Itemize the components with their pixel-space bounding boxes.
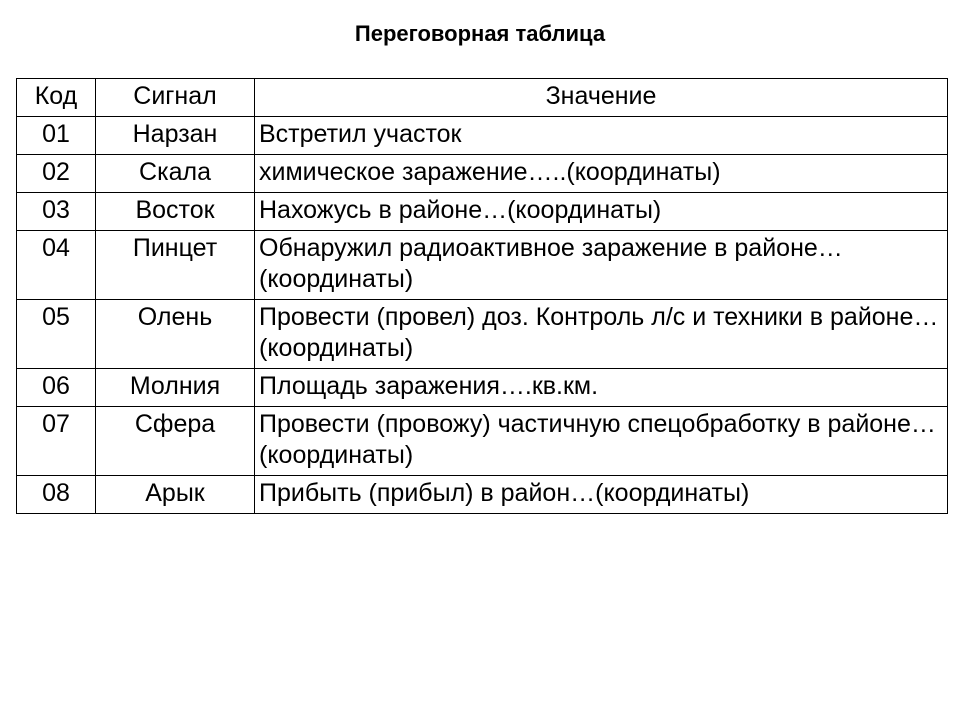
row-code: 03 [17, 193, 96, 231]
row-meaning: Площадь заражения….кв.км. [255, 369, 948, 407]
row-meaning: Обнаружил радиоактивное заражение в районе…(координаты) [255, 231, 948, 300]
table-row [17, 476, 948, 514]
row-code: 06 [17, 369, 96, 407]
table-row [17, 155, 948, 193]
table-row [17, 369, 948, 407]
table-header-row [17, 79, 948, 117]
row-meaning: Нахожусь в районе…(координаты) [255, 193, 948, 231]
row-signal: Молния [96, 369, 255, 407]
row-code: 04 [17, 231, 96, 300]
row-meaning: Провести (провел) доз. Контроль л/с и техники в районе…(координаты) [255, 300, 948, 369]
table-row [17, 117, 948, 155]
row-signal: Сфера [96, 407, 255, 476]
header-signal: Сигнал [96, 79, 255, 117]
row-code: 05 [17, 300, 96, 369]
row-code: 07 [17, 407, 96, 476]
row-signal: Пинцет [96, 231, 255, 300]
table-row [17, 300, 948, 369]
row-signal: Олень [96, 300, 255, 369]
row-meaning: Встретил участок [255, 117, 948, 155]
row-code: 01 [17, 117, 96, 155]
row-meaning: Прибыть (прибыл) в район…(координаты) [255, 476, 948, 514]
row-signal: Восток [96, 193, 255, 231]
table-row [17, 231, 948, 300]
signal-table [16, 78, 948, 514]
table-row [17, 193, 948, 231]
row-meaning: химическое заражение…..(координаты) [255, 155, 948, 193]
header-meaning: Значение [255, 79, 948, 117]
page-title: Переговорная таблица [354, 21, 606, 46]
table-row [17, 407, 948, 476]
header-code: Код [17, 79, 96, 117]
row-signal: Арык [96, 476, 255, 514]
row-signal: Нарзан [96, 117, 255, 155]
row-signal: Скала [96, 155, 255, 193]
row-code: 02 [17, 155, 96, 193]
row-meaning: Провести (провожу) частичную спецобработку в районе…(координаты) [255, 407, 948, 476]
row-code: 08 [17, 476, 96, 514]
